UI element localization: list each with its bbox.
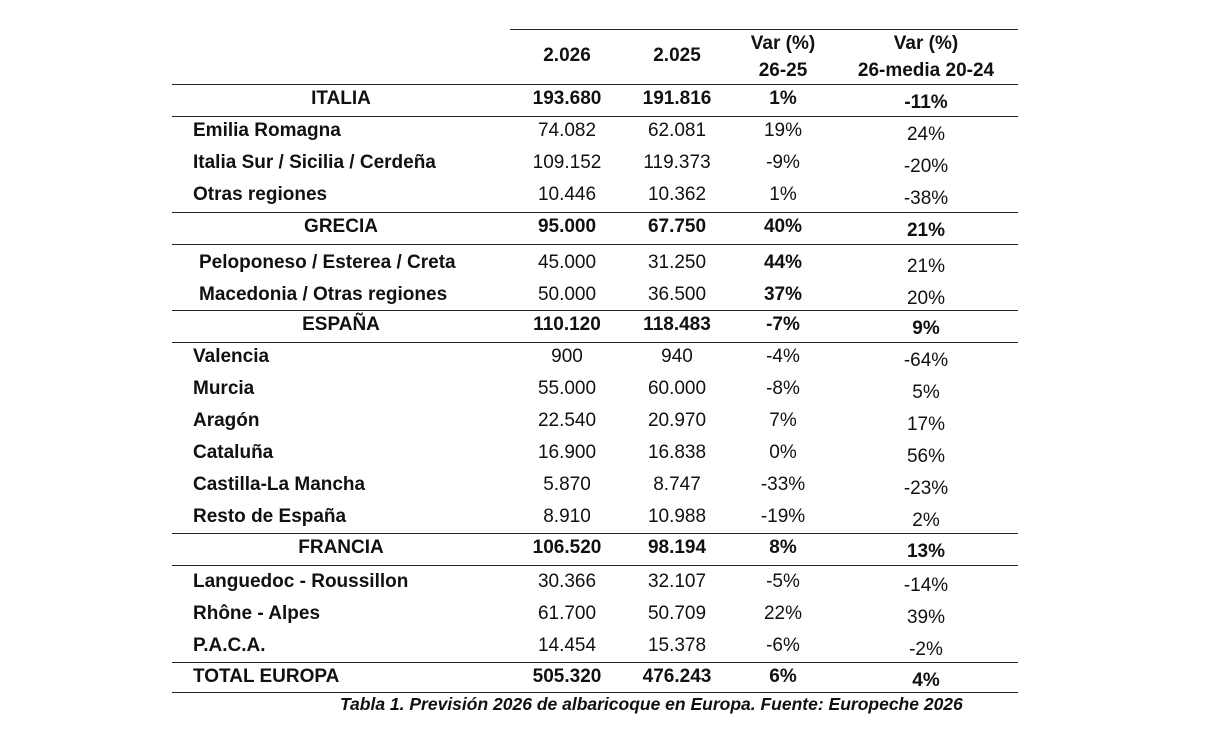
row-value-2026: 95.000 — [537, 216, 597, 237]
row-value-2026: 8.910 — [543, 506, 591, 527]
country-row — [0, 309, 1218, 341]
row-var-26-25: 1% — [769, 184, 797, 205]
row-value-2025: 10.988 — [647, 506, 707, 527]
row-var-26-media: -20% — [903, 156, 949, 177]
row-name: ITALIA — [311, 88, 371, 109]
table-caption: Tabla 1. Previsión 2026 de albaricoque en Europa. Fuente: Europeche 2026 — [340, 694, 963, 714]
row-value-2025: 98.194 — [647, 537, 707, 558]
row-value-2026: 14.454 — [537, 635, 597, 656]
row-var-26-media: 21% — [906, 220, 946, 241]
row-var-26-25: 0% — [769, 442, 797, 463]
row-name: Otras regiones — [193, 184, 328, 205]
row-var-26-media: 2% — [912, 510, 940, 531]
row-value-2025: 36.500 — [647, 284, 707, 305]
row-value-2026: 193.680 — [532, 88, 602, 109]
row-value-2025: 31.250 — [647, 252, 707, 273]
row-var-26-media: -2% — [909, 639, 943, 660]
country-row — [0, 83, 1218, 115]
row-value-2025: 62.081 — [647, 120, 707, 141]
row-value-2025: 940 — [661, 346, 693, 367]
row-name: Italia Sur / Sicilia / Cerdeña — [193, 152, 436, 173]
row-value-2025: 8.747 — [653, 474, 701, 495]
row-var-26-25: -8% — [766, 378, 800, 399]
region-row — [0, 115, 1218, 147]
row-var-26-media: 20% — [906, 288, 946, 309]
header-var-26-25-line2: 26-25 — [758, 60, 808, 81]
row-value-2025: 476.243 — [642, 666, 712, 687]
row-name: Aragón — [193, 410, 260, 431]
row-value-2025: 20.970 — [647, 410, 707, 431]
row-value-2026: 5.870 — [543, 474, 591, 495]
row-var-26-25: 44% — [763, 252, 803, 273]
row-value-2026: 55.000 — [537, 378, 597, 399]
region-row — [0, 598, 1218, 630]
row-var-26-media: 9% — [912, 318, 940, 339]
row-var-26-media: -11% — [904, 92, 948, 113]
header-var-26-media-line1: Var (%) — [893, 33, 959, 54]
row-var-26-25: -19% — [760, 506, 806, 527]
row-var-26-25: 6% — [769, 666, 797, 687]
row-value-2025: 15.378 — [647, 635, 707, 656]
row-value-2025: 119.373 — [643, 152, 711, 173]
header-var-26-media — [834, 30, 1018, 84]
country-row — [0, 211, 1218, 243]
region-row — [0, 501, 1218, 533]
header-var-26-25-line1: Var (%) — [750, 33, 816, 54]
row-name: Cataluña — [193, 442, 274, 463]
region-row — [0, 630, 1218, 662]
row-var-26-25: -5% — [766, 571, 800, 592]
row-var-26-25: 40% — [763, 216, 803, 237]
row-var-26-media: 5% — [912, 382, 940, 403]
region-row — [0, 279, 1218, 311]
row-value-2026: 50.000 — [537, 284, 597, 305]
row-value-2026: 106.520 — [532, 537, 602, 558]
row-name: Castilla-La Mancha — [193, 474, 366, 495]
row-value-2025: 60.000 — [647, 378, 707, 399]
row-value-2026: 74.082 — [537, 120, 597, 141]
header-var-26-25 — [732, 30, 834, 84]
row-var-26-media: 56% — [906, 446, 946, 467]
row-value-2025: 16.838 — [647, 442, 707, 463]
row-name: GRECIA — [304, 216, 378, 237]
row-var-26-media: 21% — [906, 256, 946, 277]
row-value-2026: 109.152 — [532, 152, 602, 173]
row-var-26-25: 7% — [769, 410, 797, 431]
header-2025: 2.025 — [653, 45, 701, 66]
row-name: FRANCIA — [298, 537, 384, 558]
country-row — [0, 532, 1218, 564]
row-value-2026: 900 — [551, 346, 583, 367]
row-var-26-25: -7% — [766, 314, 800, 335]
row-var-26-media: -14% — [903, 575, 949, 596]
row-var-26-25: 8% — [769, 537, 797, 558]
row-name: Peloponeso / Esterea / Creta — [199, 252, 456, 273]
row-value-2026: 45.000 — [537, 252, 597, 273]
row-name: TOTAL EUROPA — [193, 666, 340, 687]
row-var-26-media: 24% — [906, 124, 946, 145]
region-row — [0, 437, 1218, 469]
total-row — [0, 661, 1218, 693]
header-2026: 2.026 — [543, 45, 591, 66]
row-value-2026: 61.700 — [537, 603, 597, 624]
row-name: Valencia — [193, 346, 270, 367]
row-value-2025: 50.709 — [647, 603, 707, 624]
region-row — [0, 341, 1218, 373]
row-var-26-25: 37% — [763, 284, 803, 305]
row-var-26-25: -6% — [766, 635, 800, 656]
row-name: Rhône - Alpes — [193, 603, 321, 624]
row-value-2026: 10.446 — [537, 184, 597, 205]
row-name: ESPAÑA — [302, 314, 380, 335]
row-value-2025: 191.816 — [642, 88, 712, 109]
header-var-26-media-line2: 26-media 20-24 — [857, 60, 995, 81]
row-name: Languedoc - Roussillon — [193, 571, 409, 592]
row-var-26-media: -38% — [903, 188, 949, 209]
row-var-26-media: -64% — [903, 350, 949, 371]
row-var-26-25: -4% — [766, 346, 800, 367]
region-row — [0, 247, 1218, 279]
row-var-26-25: 22% — [763, 603, 803, 624]
region-row — [0, 179, 1218, 211]
row-var-26-25: -33% — [760, 474, 806, 495]
row-var-26-25: 1% — [769, 88, 797, 109]
region-row — [0, 405, 1218, 437]
row-value-2025: 118.483 — [643, 314, 711, 335]
row-name: Macedonia / Otras regiones — [199, 284, 448, 305]
row-var-26-media: 17% — [906, 414, 946, 435]
row-value-2025: 10.362 — [647, 184, 707, 205]
region-row — [0, 147, 1218, 179]
row-var-26-media: 4% — [912, 670, 940, 691]
region-row — [0, 566, 1218, 598]
row-value-2026: 505.320 — [532, 666, 602, 687]
row-name: Emilia Romagna — [193, 120, 341, 141]
row-var-26-25: 19% — [763, 120, 803, 141]
row-value-2025: 32.107 — [647, 571, 707, 592]
row-var-26-media: -23% — [903, 478, 949, 499]
row-var-26-25: -9% — [766, 152, 800, 173]
row-name: Murcia — [193, 378, 255, 399]
row-value-2026: 30.366 — [537, 571, 597, 592]
row-var-26-media: 39% — [906, 607, 946, 628]
row-value-2026: 16.900 — [537, 442, 597, 463]
row-value-2025: 67.750 — [647, 216, 707, 237]
row-name: Resto de España — [193, 506, 347, 527]
row-name: P.A.C.A. — [193, 635, 266, 656]
row-value-2026: 110.120 — [533, 314, 601, 335]
region-row — [0, 373, 1218, 405]
row-value-2026: 22.540 — [537, 410, 597, 431]
row-var-26-media: 13% — [906, 541, 946, 562]
region-row — [0, 469, 1218, 501]
